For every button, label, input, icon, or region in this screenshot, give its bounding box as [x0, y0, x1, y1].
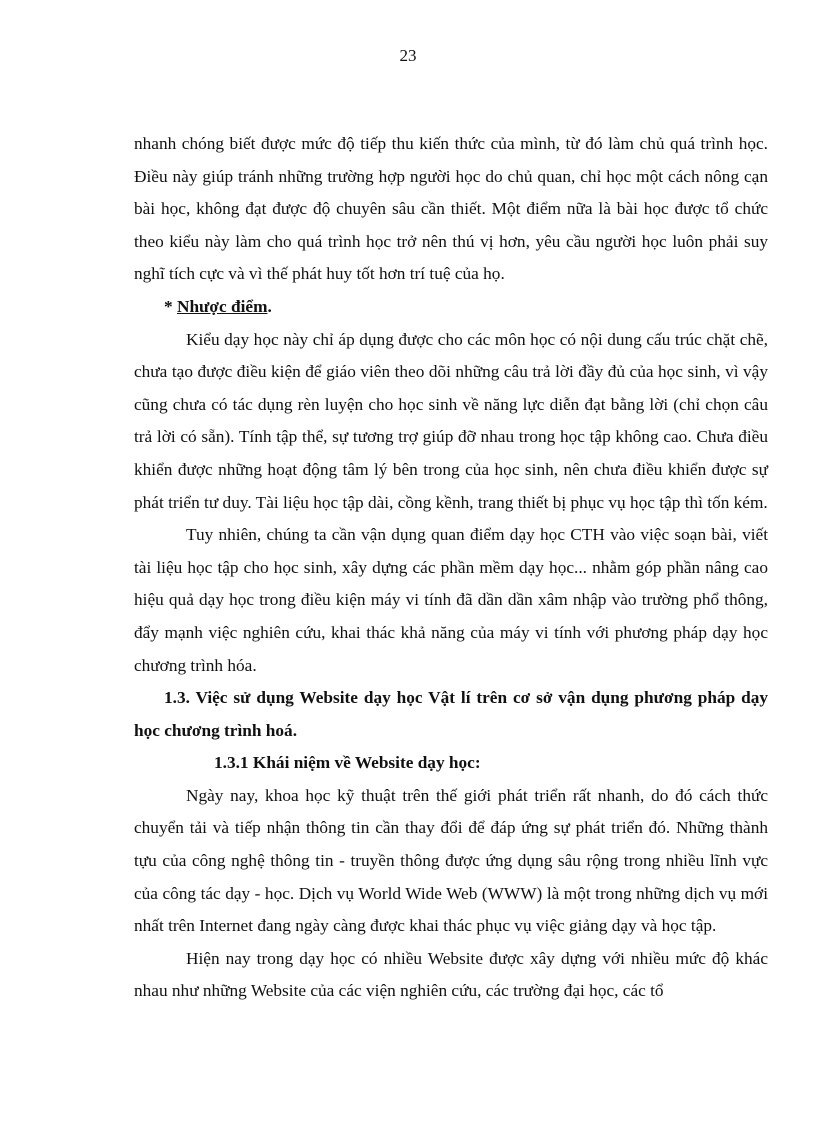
paragraph-currently: Hiện nay trong dạy học có nhiều Website được xây dựng với nhiều mức độ khác nhau như những Website của các viện nghiên cứu, các trường đại học, các tổ: [134, 948, 768, 1001]
page-number: 23: [399, 46, 417, 65]
paragraph-however: Tuy nhiên, chúng ta cần vận dụng quan điểm dạy học CTH vào việc soạn bài, viết tài liệu học tập cho học sinh, xây dựng các phần mềm dạy học... nhằm góp phần nâng cao hiệu quả dạy học trong điều kiện máy vi tính đã dần dần xâm nhập vào trường phổ thông, đẩy mạnh việc nghiên cứu, khai thác khả năng của máy vi tính với phương pháp dạy học chương trình hóa.: [134, 525, 768, 675]
disadvantages-period: .: [267, 296, 272, 316]
paragraph-nowadays: Ngày nay, khoa học kỹ thuật trên thế giới phát triển rất nhanh, do đó cách thức chuyển tải và tiếp nhận thông tin cần thay đổi để đáp ứng sự phát triển đó. Những thành tựu của công nghệ thông tin - truyền thông được ứng dụng sâu rộng trong nhiều lĩnh vực của công tác dạy - học. Dịch vụ World Wide Web (WWW) là một trong những dịch vụ mới nhất trên Internet đang ngày càng được khai thác phục vụ việc giảng dạy và học tập.: [134, 785, 768, 936]
disadvantages-star: *: [164, 296, 177, 316]
disadvantages-heading: [134, 291, 768, 324]
section-heading-1-3-1: 1.3.1 Khái niệm về Website dạy học:: [214, 753, 481, 773]
paragraph-disadvantages: Kiểu dạy học này chỉ áp dụng được cho các môn học có nội dung cấu trúc chặt chẽ, chưa tạo được điều kiện để giáo viên theo dõi những câu trả lời đầy đủ của học sinh, vì vậy cũng chưa có tác dụng rèn luyện cho học sinh về năng lực diễn đạt bằng lời (chỉ chọn câu trả lời có sẵn). Tính tập thể, sự tương trợ giúp đỡ nhau trong học tập không cao. Chưa điều khiển được những hoạt động tâm lý bên trong của học sinh, nên chưa điều khiển được sự phát triển tư duy. Tài liệu học tập dài, cồng kềnh, trang thiết bị phục vụ học tập thì tốn kém.: [134, 329, 768, 512]
paragraph-continuation: nhanh chóng biết được mức độ tiếp thu kiến thức của mình, từ đó làm chủ quá trình học. Điều này giúp tránh những trường hợp người học do chủ quan, chỉ học một cách nông cạn bài học, không đạt được độ chuyên sâu cần thiết. Một điểm nữa là bài học được tổ chức theo kiểu này làm cho quá trình học trở nên thú vị hơn, yêu cầu người học luôn phải suy nghĩ tích cực và vì thế phát huy tốt hơn trí tuệ của họ.: [134, 134, 768, 284]
section-heading-1-3: 1.3. Việc sử dụng Website dạy học Vật lí trên cơ sở vận dụng phương pháp dạy học chương trình hoá.: [134, 688, 768, 740]
document-body: [134, 128, 768, 1008]
disadvantages-label: Nhược điểm: [176, 296, 268, 316]
